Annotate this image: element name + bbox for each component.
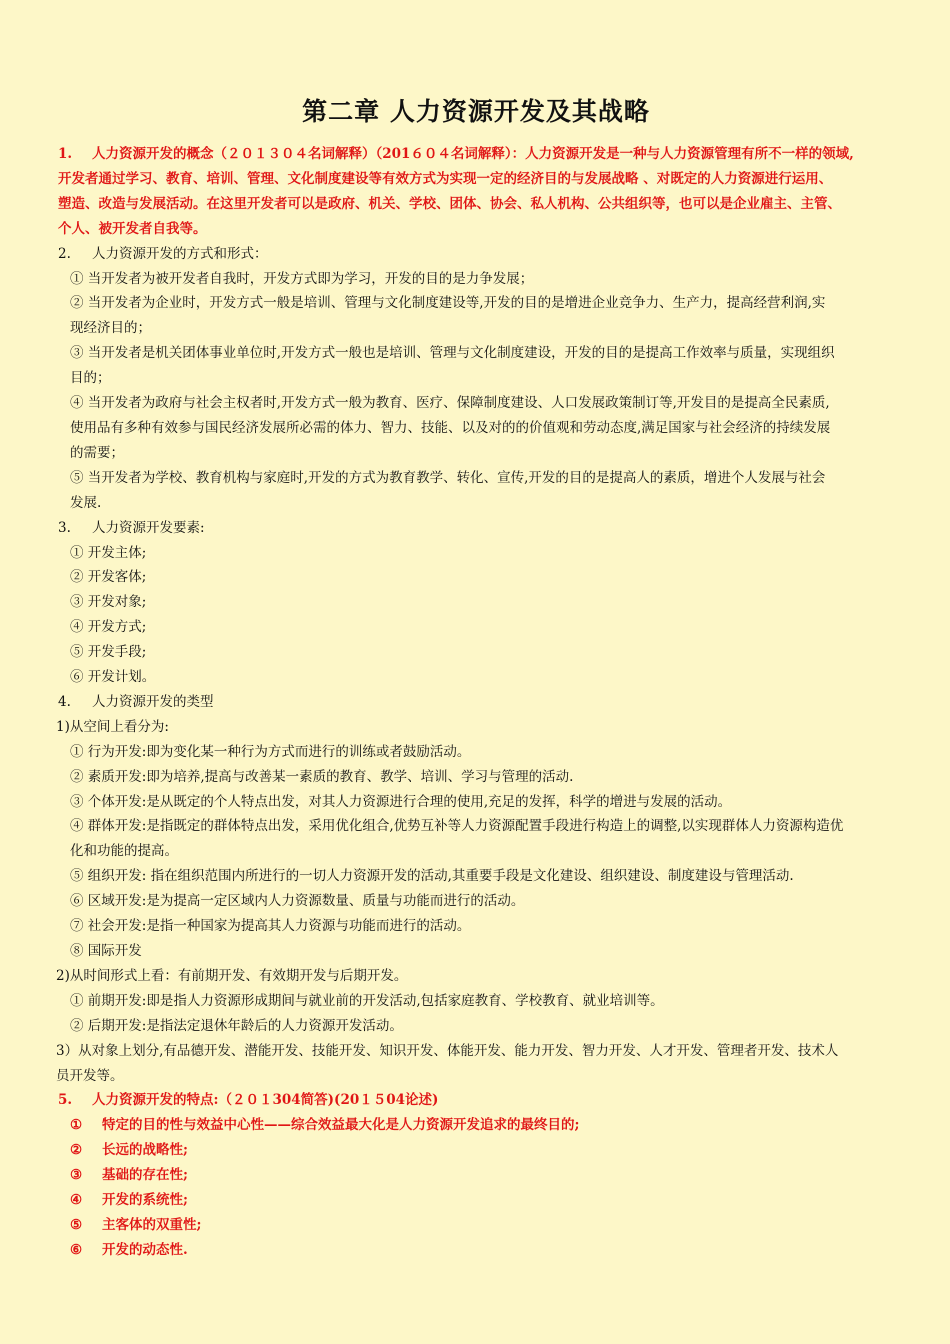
list-item-continuation: 目的； [70, 370, 111, 387]
list-item: ④ 群体开发:是指既定的群体特点出发，采用优化组合,优势互补等人力资源配置手段进行构造上的调整,以实现群体人力资源构造优 [70, 818, 844, 835]
section-heading-text: 人力资源开发的类型 [92, 693, 214, 710]
section-text: 人力资源开发的概念（２０１３０４名词解释）（201６０４名词解释）：人力资源开发是一种与人力资源管理有所不一样的领域, [92, 146, 854, 162]
list-item-continuation: 化和功能的提高。 [70, 843, 178, 860]
subsection-heading: 1)从空间上看分为: [56, 718, 169, 735]
item-text: 特定的目的性与效益中心性——综合效益最大化是人力资源开发追求的最终目的; [102, 1117, 580, 1134]
item-number: ⑥ [70, 1241, 83, 1258]
list-item: ① 前期开发:即是指人力资源形成期间与就业前的开发活动,包括家庭教育、学校教育、就业培训等。 [70, 992, 664, 1009]
list-item: ⑤ 当开发者为学校、教育机构与家庭时,开发的方式为教育教学、转化、宣传,开发的目的是提高人的素质，增进个人发展与社会 [70, 469, 826, 486]
item-text: 开发的系统性; [102, 1192, 188, 1209]
list-item: ⑥ 区域开发:是为提高一定区域内人力资源数量、质量与功能而进行的活动。 [70, 893, 525, 910]
list-item: ⑤ 组织开发: 指在组织范围内所进行的一切人力资源开发的活动,其重要手段是文化建设、组织建设、制度建设与管理活动. [70, 868, 794, 885]
subsection-continuation: 员开发等。 [56, 1067, 124, 1084]
item-text: 开发的动态性. [102, 1241, 188, 1258]
section-heading-text: 人力资源开发的特点:（２０１304简答)(20１５04论述) [92, 1092, 439, 1109]
list-item [58, 1213, 894, 1238]
list-item: ③ 开发对象; [70, 594, 147, 611]
section-1-line [58, 142, 894, 167]
list-item: ⑦ 社会开发:是指一种国家为提高其人力资源与功能而进行的活动。 [70, 918, 471, 935]
list-item: ② 当开发者为企业时，开发方式一般是培训、管理与文化制度建设等,开发的目的是增进企业竞争力、生产力，提高经营利润,实 [70, 295, 826, 312]
list-item-continuation: 使用品有多种有效参与国民经济发展所必需的体力、智力、技能、以及对的的价值观和劳动态度,满足国家与社会经济的持续发展 [70, 419, 831, 436]
item-text: 主客体的双重性; [102, 1216, 202, 1233]
section-number: 4. [58, 693, 71, 710]
list-item [58, 1113, 894, 1138]
section-number: 2. [58, 245, 71, 262]
subsection-heading: 2)从时间形式上看：有前期开发、有效期开发与后期开发。 [56, 967, 408, 984]
list-item [58, 1163, 894, 1188]
chapter-title: 第二章 人力资源开发及其战略 [302, 97, 650, 126]
list-item: ⑧ 国际开发 [70, 943, 142, 959]
list-item: ① 当开发者为被开发者自我时，开发方式即为学习，开发的目的是力争发展； [70, 270, 534, 287]
section-1-line: 个人、被开发者自我等。 [58, 220, 207, 237]
section-1 [58, 142, 894, 242]
item-number: ② [70, 1142, 83, 1159]
item-number: ① [70, 1117, 83, 1134]
list-item: ② 素质开发:即为培养,提高与改善某一素质的教育、教学、培训、学习与管理的活动. [70, 768, 574, 785]
list-item: ⑤ 开发手段; [70, 644, 147, 661]
section-5-heading [58, 1088, 894, 1113]
list-item: ③ 当开发者是机关团体事业单位时,开发方式一般也是培训、管理与文化制度建设，开发的目的是提高工作效率与质量，实现组织 [70, 345, 835, 362]
list-item: ④ 当开发者为政府与社会主权者时,开发方式一般为教育、医疗、保障制度建设、人口发展政策制订等,开发目的是提高全民素质, [70, 395, 830, 412]
list-item [58, 1138, 894, 1163]
list-item: ③ 个体开发:是从既定的个人特点出发，对其人力资源进行合理的使用,充足的发挥，科学的增进与发展的活动。 [70, 793, 732, 810]
section-number: 5. [58, 1092, 73, 1109]
section-heading-text: 人力资源开发要素: [92, 519, 205, 536]
section-number: 1. [58, 146, 73, 162]
item-number: ④ [70, 1192, 83, 1209]
section-4-heading [58, 690, 894, 715]
list-item [58, 1238, 894, 1263]
list-item [58, 1188, 894, 1213]
section-4 [58, 690, 894, 1089]
section-5 [58, 1088, 894, 1262]
section-3 [58, 516, 894, 690]
list-item-continuation: 发展. [70, 494, 102, 511]
list-item: ① 开发主体; [70, 544, 147, 561]
section-3-heading [58, 516, 894, 541]
list-item: ② 开发客体; [70, 569, 147, 586]
list-item: ① 行为开发:即为变化某一种行为方式而进行的训练或者鼓励活动。 [70, 743, 471, 760]
list-item-continuation: 的需要； [70, 444, 124, 461]
section-1-line: 塑造、改造与发展活动。在这里开发者可以是政府、机关、学校、团体、协会、私人机构、公共组织等，也可以是企业雇主、主管、 [58, 195, 841, 212]
subsection-heading: 3）从对象上划分,有品德开发、潜能开发、技能开发、知识开发、体能开发、能力开发、智力开发、人才开发、管理者开发、技术人 [56, 1042, 839, 1059]
list-item: ④ 开发方式; [70, 619, 147, 636]
section-2-heading [58, 242, 894, 267]
section-heading-text: 人力资源开发的方式和形式： [92, 245, 268, 262]
section-number: 3. [58, 519, 71, 536]
section-2 [58, 242, 894, 516]
list-item: ② 后期开发:是指法定退休年龄后的人力资源开发活动。 [70, 1017, 403, 1034]
item-text: 长远的战略性; [102, 1142, 188, 1159]
item-text: 基础的存在性; [102, 1167, 188, 1184]
list-item-continuation: 现经济目的； [70, 320, 151, 337]
list-item: ⑥ 开发计划。 [70, 669, 156, 686]
section-1-line: 开发者通过学习、教育、培训、管理、文化制度建设等有效方式为实现一定的经济目的与发展战略 、对既定的人力资源进行运用、 [58, 170, 833, 187]
item-number: ③ [70, 1167, 83, 1184]
item-number: ⑤ [70, 1216, 83, 1233]
